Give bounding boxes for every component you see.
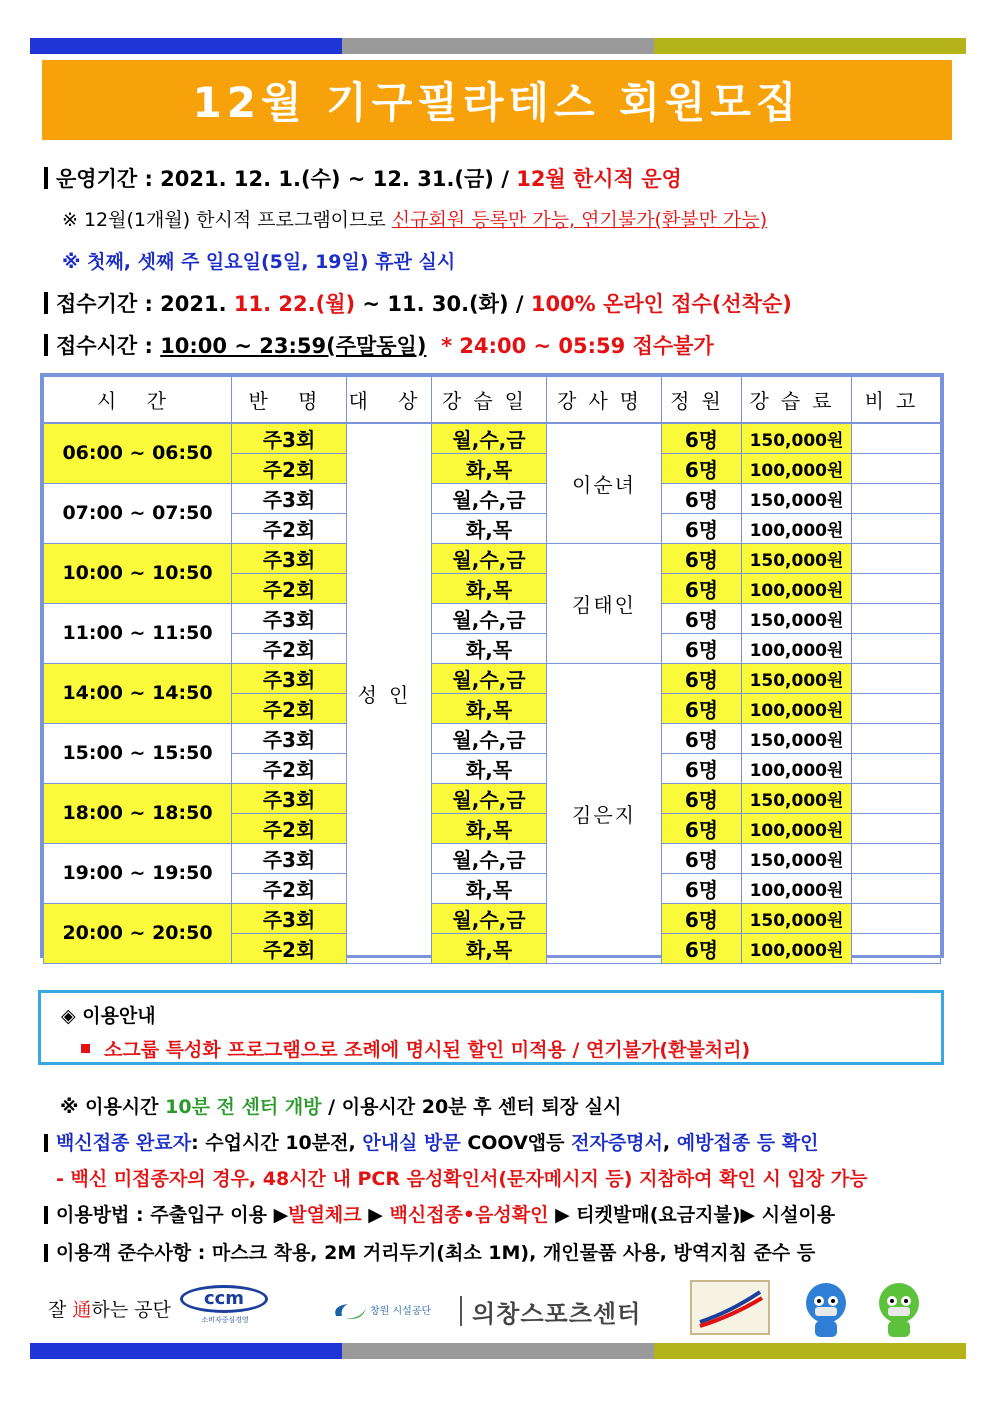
header-note: 비고 bbox=[852, 377, 941, 423]
mascot-green-icon bbox=[868, 1277, 930, 1339]
days-cell: 월,수,금 bbox=[432, 843, 547, 873]
instructor-cell: 김태인 bbox=[547, 543, 662, 663]
days-cell: 월,수,금 bbox=[432, 903, 547, 933]
table-row bbox=[44, 543, 941, 573]
capacity-cell: 6명 bbox=[662, 813, 742, 843]
instructor-cell: 김은지 bbox=[547, 663, 662, 963]
footer-logos bbox=[40, 1275, 950, 1335]
capacity-cell: 6명 bbox=[662, 903, 742, 933]
note-cell bbox=[852, 753, 941, 783]
bullet-bar bbox=[44, 167, 48, 189]
capacity-cell: 6명 bbox=[662, 423, 742, 454]
capacity-cell: 6명 bbox=[662, 723, 742, 753]
table-row bbox=[44, 843, 941, 873]
note-cell bbox=[852, 783, 941, 813]
days-cell: 화,목 bbox=[432, 453, 547, 483]
note-cell bbox=[852, 513, 941, 543]
note-cell bbox=[852, 693, 941, 723]
days-cell: 화,목 bbox=[432, 873, 547, 903]
fee-cell: 150,000원 bbox=[742, 423, 852, 454]
instructor-cell: 이순녀 bbox=[547, 423, 662, 544]
note-cell bbox=[852, 633, 941, 663]
time-cell: 20:00 ~ 20:50 bbox=[44, 903, 232, 963]
certification-emblem-icon bbox=[692, 1282, 768, 1333]
fee-cell: 150,000원 bbox=[742, 603, 852, 633]
capacity-cell: 6명 bbox=[662, 753, 742, 783]
capacity-cell: 6명 bbox=[662, 483, 742, 513]
note-cell bbox=[852, 573, 941, 603]
ccm-logo: ccm 소비자중심경영 bbox=[180, 1285, 270, 1331]
fee-cell: 100,000원 bbox=[742, 933, 852, 963]
usage-method: 이용방법 : 주출입구 이용 ▶발열체크 ▶ 백신접종•음성확인 ▶ 티켓발매(요금지불)▶ 시설이용 bbox=[44, 1200, 835, 1227]
table-row bbox=[44, 723, 941, 753]
days-cell: 화,목 bbox=[432, 573, 547, 603]
schedule-table bbox=[40, 373, 944, 962]
days-cell: 화,목 bbox=[432, 513, 547, 543]
note-cell bbox=[852, 873, 941, 903]
top-color-stripe bbox=[30, 38, 966, 54]
capacity-cell: 6명 bbox=[662, 633, 742, 663]
table-row bbox=[44, 903, 941, 933]
unvaccinated-note: - 백신 미접종자의 경우, 48시간 내 PCR 음성확인서(문자메시지 등) 지참하여 확인 시 입장 가능 bbox=[56, 1168, 868, 1190]
class-cell: 주3회 bbox=[232, 603, 347, 633]
bullet-bar bbox=[44, 334, 48, 356]
header-instructor: 강사명 bbox=[547, 377, 662, 423]
time-cell: 19:00 ~ 19:50 bbox=[44, 843, 232, 903]
days-cell: 월,수,금 bbox=[432, 543, 547, 573]
header-time: 시 간 bbox=[44, 377, 232, 423]
fee-cell: 150,000원 bbox=[742, 483, 852, 513]
fee-cell: 100,000원 bbox=[742, 573, 852, 603]
table-row bbox=[44, 483, 941, 513]
header-days: 강습일 bbox=[432, 377, 547, 423]
capacity-cell: 6명 bbox=[662, 663, 742, 693]
capacity-cell: 6명 bbox=[662, 543, 742, 573]
capacity-cell: 6명 bbox=[662, 783, 742, 813]
fee-cell: 150,000원 bbox=[742, 903, 852, 933]
class-cell: 주2회 bbox=[232, 453, 347, 483]
capacity-cell: 6명 bbox=[662, 933, 742, 963]
capacity-cell: 6명 bbox=[662, 603, 742, 633]
class-cell: 주3회 bbox=[232, 543, 347, 573]
class-cell: 주3회 bbox=[232, 903, 347, 933]
fee-cell: 100,000원 bbox=[742, 693, 852, 723]
center-logo: 창원 시설공단 의창스포츠센터 bbox=[330, 1293, 660, 1329]
fee-cell: 150,000원 bbox=[742, 543, 852, 573]
days-cell: 화,목 bbox=[432, 753, 547, 783]
table-row bbox=[44, 783, 941, 813]
class-cell: 주2회 bbox=[232, 633, 347, 663]
bullet-bar bbox=[44, 292, 48, 314]
class-cell: 주2회 bbox=[232, 873, 347, 903]
target-cell: 성인 bbox=[347, 423, 432, 964]
table-row bbox=[44, 603, 941, 633]
fee-cell: 150,000원 bbox=[742, 843, 852, 873]
note-cell bbox=[852, 813, 941, 843]
time-cell: 14:00 ~ 14:50 bbox=[44, 663, 232, 723]
time-cell: 07:00 ~ 07:50 bbox=[44, 483, 232, 543]
header-target: 대 상 bbox=[347, 377, 432, 423]
capacity-cell: 6명 bbox=[662, 573, 742, 603]
capacity-cell: 6명 bbox=[662, 843, 742, 873]
note-cell bbox=[852, 933, 941, 963]
note-cell bbox=[852, 483, 941, 513]
capacity-cell: 6명 bbox=[662, 873, 742, 903]
days-cell: 화,목 bbox=[432, 693, 547, 723]
bullet-bar bbox=[44, 1206, 48, 1224]
time-cell: 10:00 ~ 10:50 bbox=[44, 543, 232, 603]
header-class: 반 명 bbox=[232, 377, 347, 423]
fee-cell: 100,000원 bbox=[742, 513, 852, 543]
table-row bbox=[44, 663, 941, 693]
fee-cell: 100,000원 bbox=[742, 813, 852, 843]
table-header-row bbox=[44, 377, 941, 423]
fee-cell: 100,000원 bbox=[742, 873, 852, 903]
time-cell: 18:00 ~ 18:50 bbox=[44, 783, 232, 843]
vaccine-completed: 백신접종 완료자: 수업시간 10분전, 안내실 방문 COOV앱등 전자증명서, 예방접종 등 확인 bbox=[44, 1128, 818, 1155]
class-cell: 주2회 bbox=[232, 513, 347, 543]
note-cell bbox=[852, 903, 941, 933]
note-cell bbox=[852, 453, 941, 483]
corp-swoosh-icon bbox=[330, 1298, 370, 1324]
note-cell bbox=[852, 543, 941, 573]
fee-cell: 100,000원 bbox=[742, 753, 852, 783]
usage-time-note: ※ 이용시간 10분 전 센터 개방 / 이용시간 20분 후 센터 퇴장 실시 bbox=[60, 1096, 622, 1118]
note-cell bbox=[852, 843, 941, 873]
note-closed-days: ※ 첫째, 셋째 주 일요일(5일, 19일) 휴관 실시 bbox=[62, 251, 456, 273]
class-cell: 주3회 bbox=[232, 783, 347, 813]
reception-period: 접수기간 : 2021. 11. 22.(월) ~ 11. 30.(화) / 100% 온라인 접수(선착순) bbox=[44, 288, 792, 318]
user-rules: 이용객 준수사항 : 마스크 착용, 2M 거리두기(최소 1M), 개인물품 사용, 방역지침 준수 등 bbox=[44, 1238, 815, 1265]
time-cell: 11:00 ~ 11:50 bbox=[44, 603, 232, 663]
fee-cell: 100,000원 bbox=[742, 633, 852, 663]
header-capacity: 정원 bbox=[662, 377, 742, 423]
title-banner bbox=[42, 60, 952, 140]
note-cell bbox=[852, 723, 941, 753]
days-cell: 화,목 bbox=[432, 933, 547, 963]
page-title: 12월 기구필라테스 회원모집 bbox=[192, 78, 802, 127]
capacity-cell: 6명 bbox=[662, 513, 742, 543]
class-cell: 주3회 bbox=[232, 483, 347, 513]
class-cell: 주3회 bbox=[232, 663, 347, 693]
operation-period: 운영기간 : 2021. 12. 1.(수) ~ 12. 31.(금) / 12월 한시적 운영 bbox=[44, 163, 682, 193]
fee-cell: 150,000원 bbox=[742, 663, 852, 693]
square-bullet-icon bbox=[81, 1044, 90, 1053]
table-row bbox=[44, 423, 941, 454]
slogan: 잘 通하는 공단 bbox=[48, 1299, 171, 1321]
days-cell: 월,수,금 bbox=[432, 663, 547, 693]
note-cell bbox=[852, 663, 941, 693]
capacity-cell: 6명 bbox=[662, 453, 742, 483]
class-cell: 주3회 bbox=[232, 723, 347, 753]
class-cell: 주2회 bbox=[232, 573, 347, 603]
class-cell: 주2회 bbox=[232, 813, 347, 843]
guide-title: ◈ 이용안내 bbox=[61, 1005, 156, 1027]
usage-guide-box bbox=[38, 990, 944, 1065]
days-cell: 월,수,금 bbox=[432, 603, 547, 633]
note-cell bbox=[852, 423, 941, 454]
days-cell: 월,수,금 bbox=[432, 423, 547, 454]
class-cell: 주2회 bbox=[232, 693, 347, 723]
class-cell: 주2회 bbox=[232, 753, 347, 783]
reception-time: 접수시간 : 10:00 ~ 23:59(주말동일) * 24:00 ~ 05:59 접수불가 bbox=[44, 330, 714, 360]
time-cell: 06:00 ~ 06:50 bbox=[44, 423, 232, 484]
days-cell: 화,목 bbox=[432, 633, 547, 663]
guide-line: 소그룹 특성화 프로그램으로 조례에 명시된 할인 미적용 / 연기불가(환불처리) bbox=[61, 1035, 921, 1062]
days-cell: 월,수,금 bbox=[432, 723, 547, 753]
note-cell bbox=[852, 603, 941, 633]
bottom-color-stripe bbox=[30, 1343, 966, 1359]
bullet-bar bbox=[44, 1134, 48, 1152]
days-cell: 화,목 bbox=[432, 813, 547, 843]
header-fee: 강습료 bbox=[742, 377, 852, 423]
class-cell: 주3회 bbox=[232, 423, 347, 454]
class-cell: 주2회 bbox=[232, 933, 347, 963]
class-cell: 주3회 bbox=[232, 843, 347, 873]
time-cell: 15:00 ~ 15:50 bbox=[44, 723, 232, 783]
capacity-cell: 6명 bbox=[662, 693, 742, 723]
certification-badge bbox=[690, 1280, 770, 1335]
fee-cell: 100,000원 bbox=[742, 453, 852, 483]
bullet-bar bbox=[44, 1244, 48, 1262]
fee-cell: 150,000원 bbox=[742, 783, 852, 813]
mascot-blue-icon bbox=[795, 1277, 857, 1339]
days-cell: 월,수,금 bbox=[432, 483, 547, 513]
note-registration: ※ 12월(1개월) 한시적 프로그램이므로 신규회원 등록만 가능, 연기불가(환불만 가능) bbox=[62, 209, 768, 231]
fee-cell: 150,000원 bbox=[742, 723, 852, 753]
days-cell: 월,수,금 bbox=[432, 783, 547, 813]
